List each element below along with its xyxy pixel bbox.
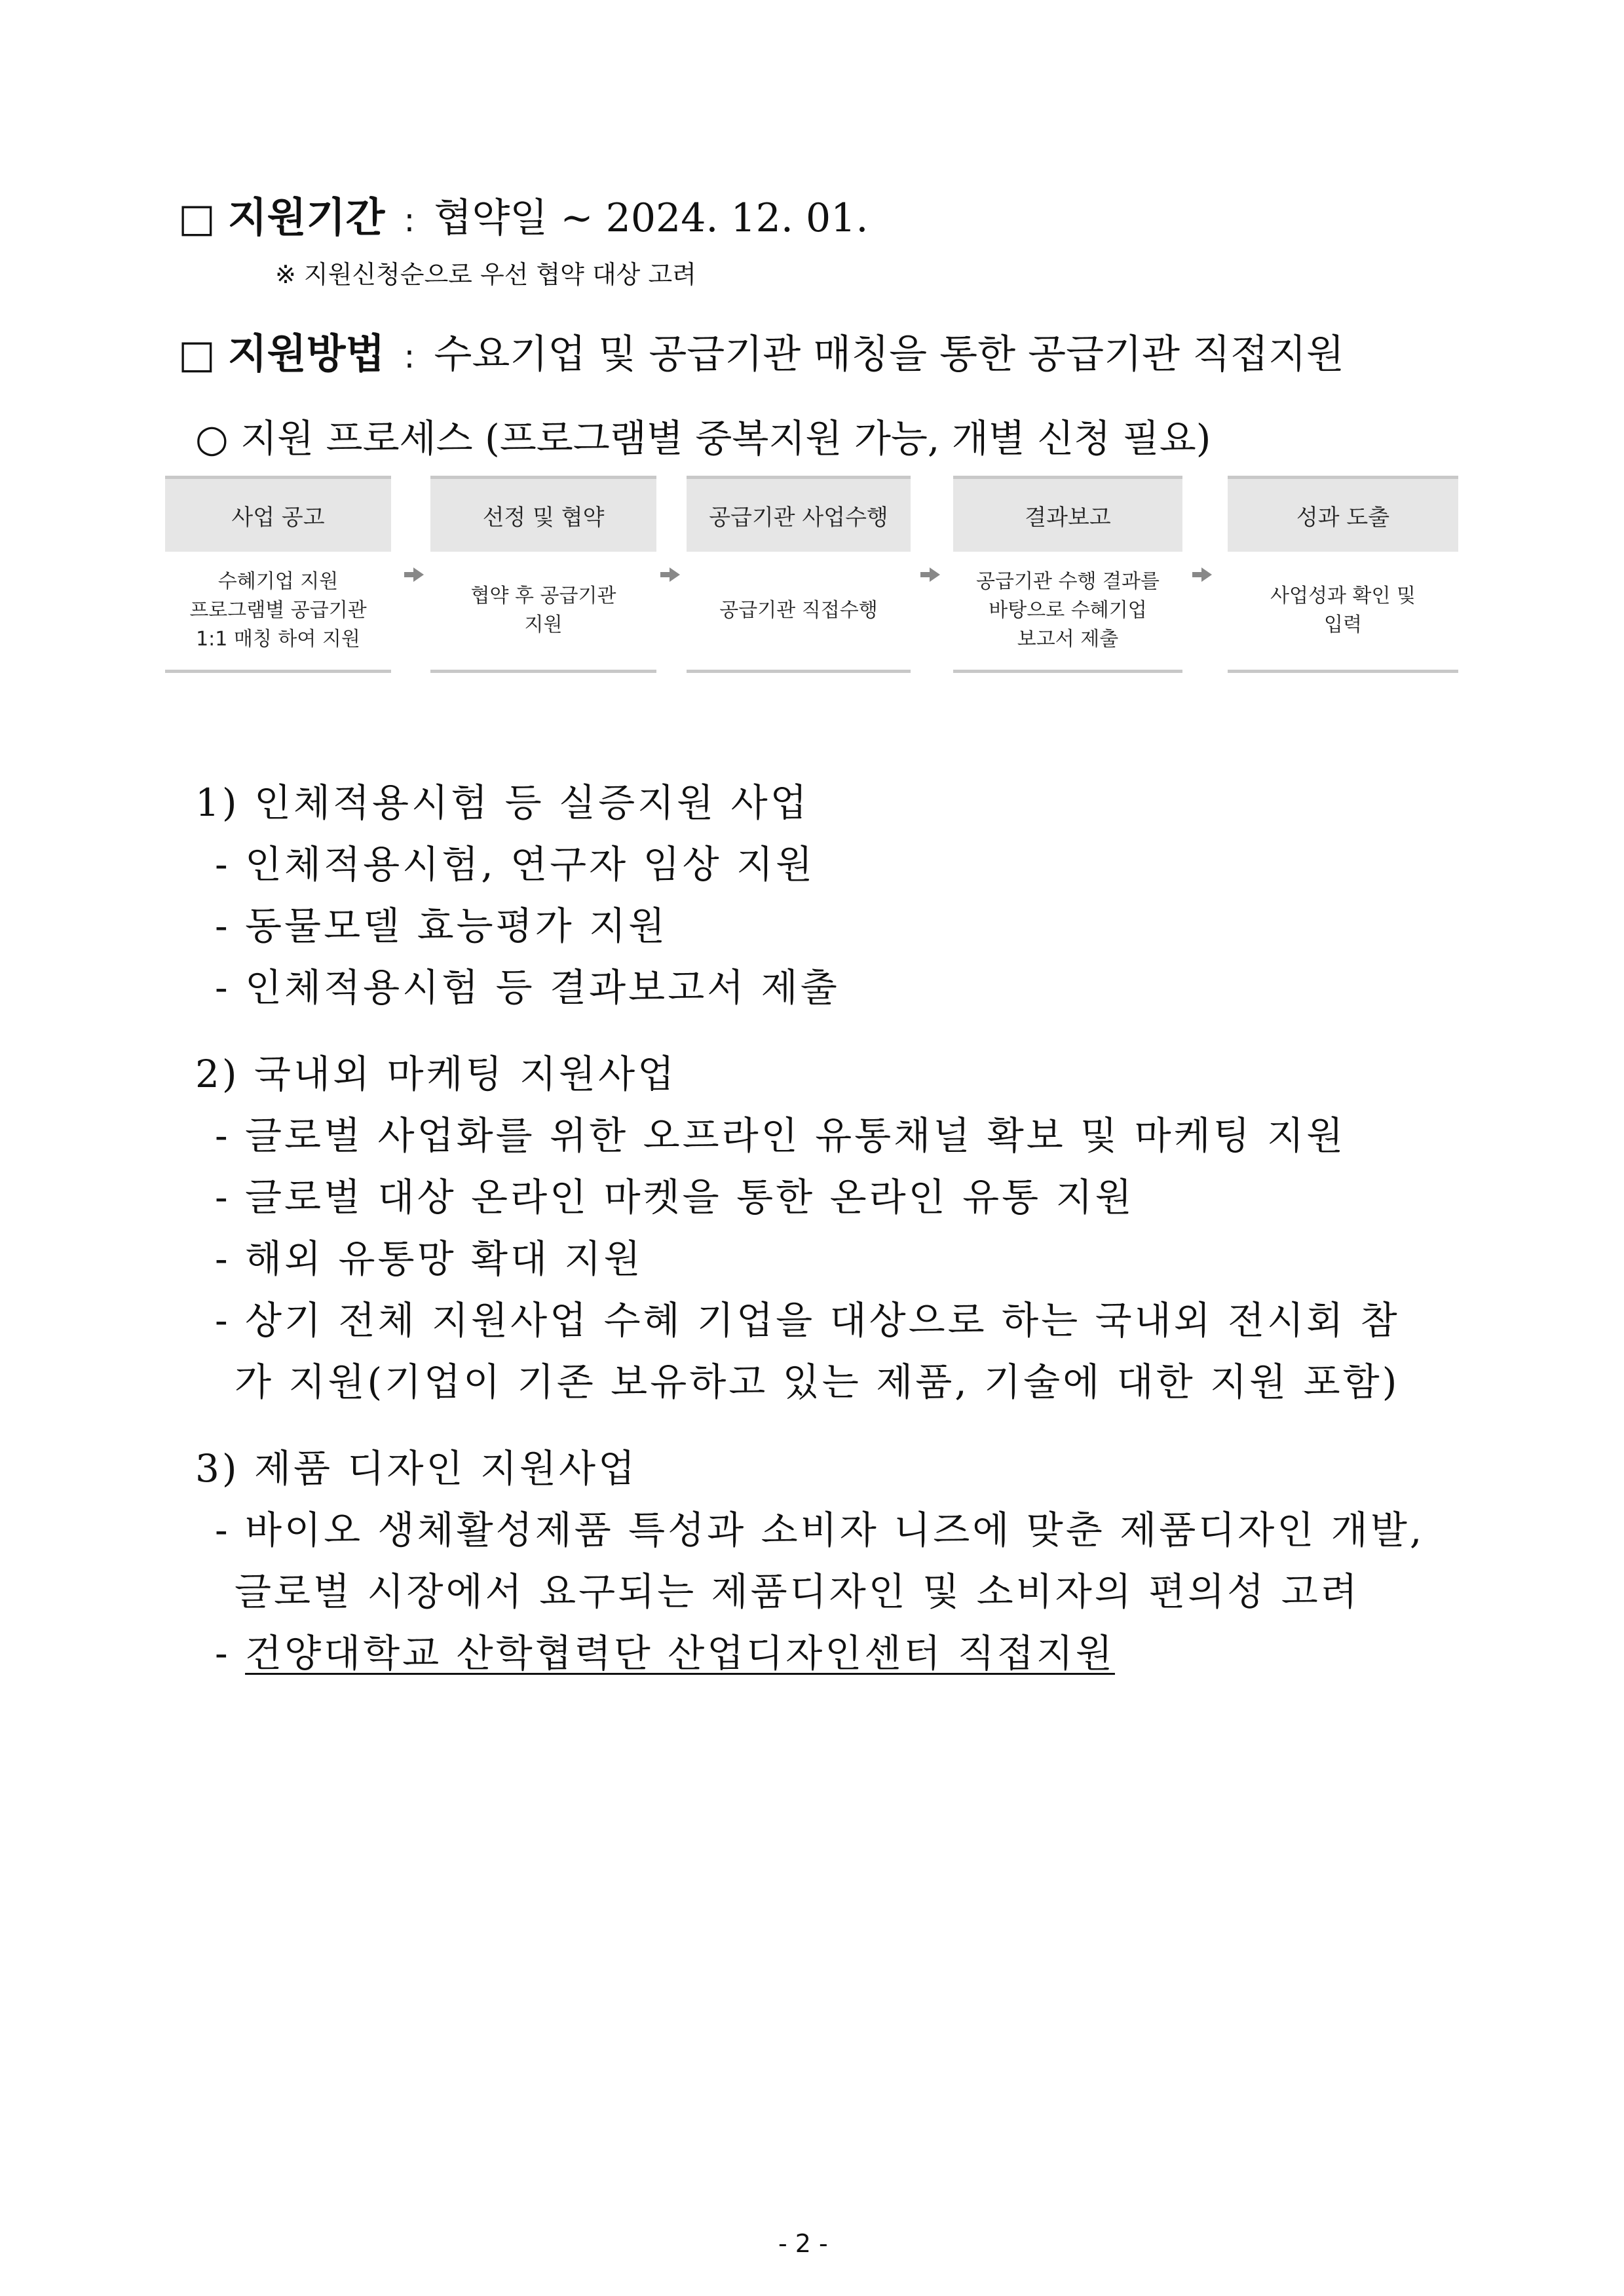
supplier-name: 건양대학교 산학협력단 산업디자인센터 직접지원 — [245, 1631, 1115, 1675]
section-2-item: - 해외 유통망 확대 지원 — [215, 1236, 643, 1281]
section-2-item: - 상기 전체 지원사업 수혜 기업을 대상으로 하는 국내외 전시회 참 — [215, 1298, 1400, 1343]
period-colon: : — [404, 201, 415, 239]
section-2-item: - 글로벌 대상 온라인 마켓을 통한 온라인 유통 지원 — [215, 1175, 1135, 1219]
method-colon: : — [404, 337, 415, 375]
page-number: - 2 - — [778, 2229, 828, 2258]
period-note: ※ 지원신청순으로 우선 협약 대상 고려 — [275, 260, 696, 289]
section-2-item: - 글로벌 사업화를 위한 오프라인 유통채널 확보 및 마케팅 지원 — [215, 1113, 1346, 1158]
item-dash: - — [215, 1631, 246, 1675]
section-2-title: 2) 국내외 마케팅 지원사업 — [195, 1052, 677, 1096]
step-5-body: 사업성과 확인 및 입력 — [1228, 552, 1458, 673]
step-2-body: 협약 후 공급기관 지원 — [430, 552, 656, 673]
step-1-head: 사업 공고 — [165, 476, 391, 552]
section-1-item: - 동물모델 효능평가 지원 — [215, 904, 668, 948]
section-1-item: - 인체적용시험 등 결과보고서 제출 — [215, 965, 840, 1010]
arrow-right-icon — [660, 567, 680, 582]
section-3-item: - 바이오 생체활성제품 특성과 소비자 니즈에 맞춘 제품디자인 개발, — [215, 1508, 1425, 1552]
period-label: 지원기간 — [227, 193, 385, 241]
section-3-title: 3) 제품 디자인 지원사업 — [195, 1446, 638, 1491]
section-1-item: - 인체적용시험, 연구자 임상 지원 — [215, 842, 816, 887]
step-4-head: 결과보고 — [953, 476, 1182, 552]
step-3-head: 공급기관 사업수행 — [687, 476, 911, 552]
method-heading — [178, 321, 1344, 379]
period-heading — [178, 185, 868, 243]
method-value: 수요기업 및 공급기관 매칭을 통한 공급기관 직접지원 — [434, 332, 1344, 377]
section-2-item-continued: 가 지원(기업이 기존 보유하고 있는 제품, 기술에 대한 지원 포함) — [235, 1360, 1400, 1404]
step-3-body: 공급기관 직접수행 — [687, 552, 911, 673]
arrow-right-icon — [404, 567, 424, 582]
step-1-body: 수혜기업 지원 프로그램별 공급기관 1:1 매칭 하여 지원 — [165, 552, 391, 673]
method-label: 지원방법 — [227, 330, 385, 377]
arrow-right-icon — [1192, 567, 1212, 582]
arrow-right-icon — [920, 567, 940, 582]
checkbox-icon: □ — [178, 195, 216, 241]
period-value: 협약일 ~ 2024. 12. 01. — [434, 195, 869, 241]
step-5-head: 성과 도출 — [1228, 476, 1458, 552]
step-4-body: 공급기관 수행 결과를 바탕으로 수혜기업 보고서 제출 — [953, 552, 1182, 673]
checkbox-icon: □ — [178, 332, 216, 377]
step-2-head: 선정 및 협약 — [430, 476, 656, 552]
section-1-title: 1) 인체적용시험 등 실증지원 사업 — [195, 780, 810, 825]
process-title: ○ 지원 프로세스 (프로그램별 중복지원 가능, 개별 신청 필요) — [195, 416, 1211, 461]
section-3-item-continued: 글로벌 시장에서 요구되는 제품디자인 및 소비자의 편의성 고려 — [235, 1569, 1360, 1614]
section-3-item — [215, 1622, 1115, 1677]
